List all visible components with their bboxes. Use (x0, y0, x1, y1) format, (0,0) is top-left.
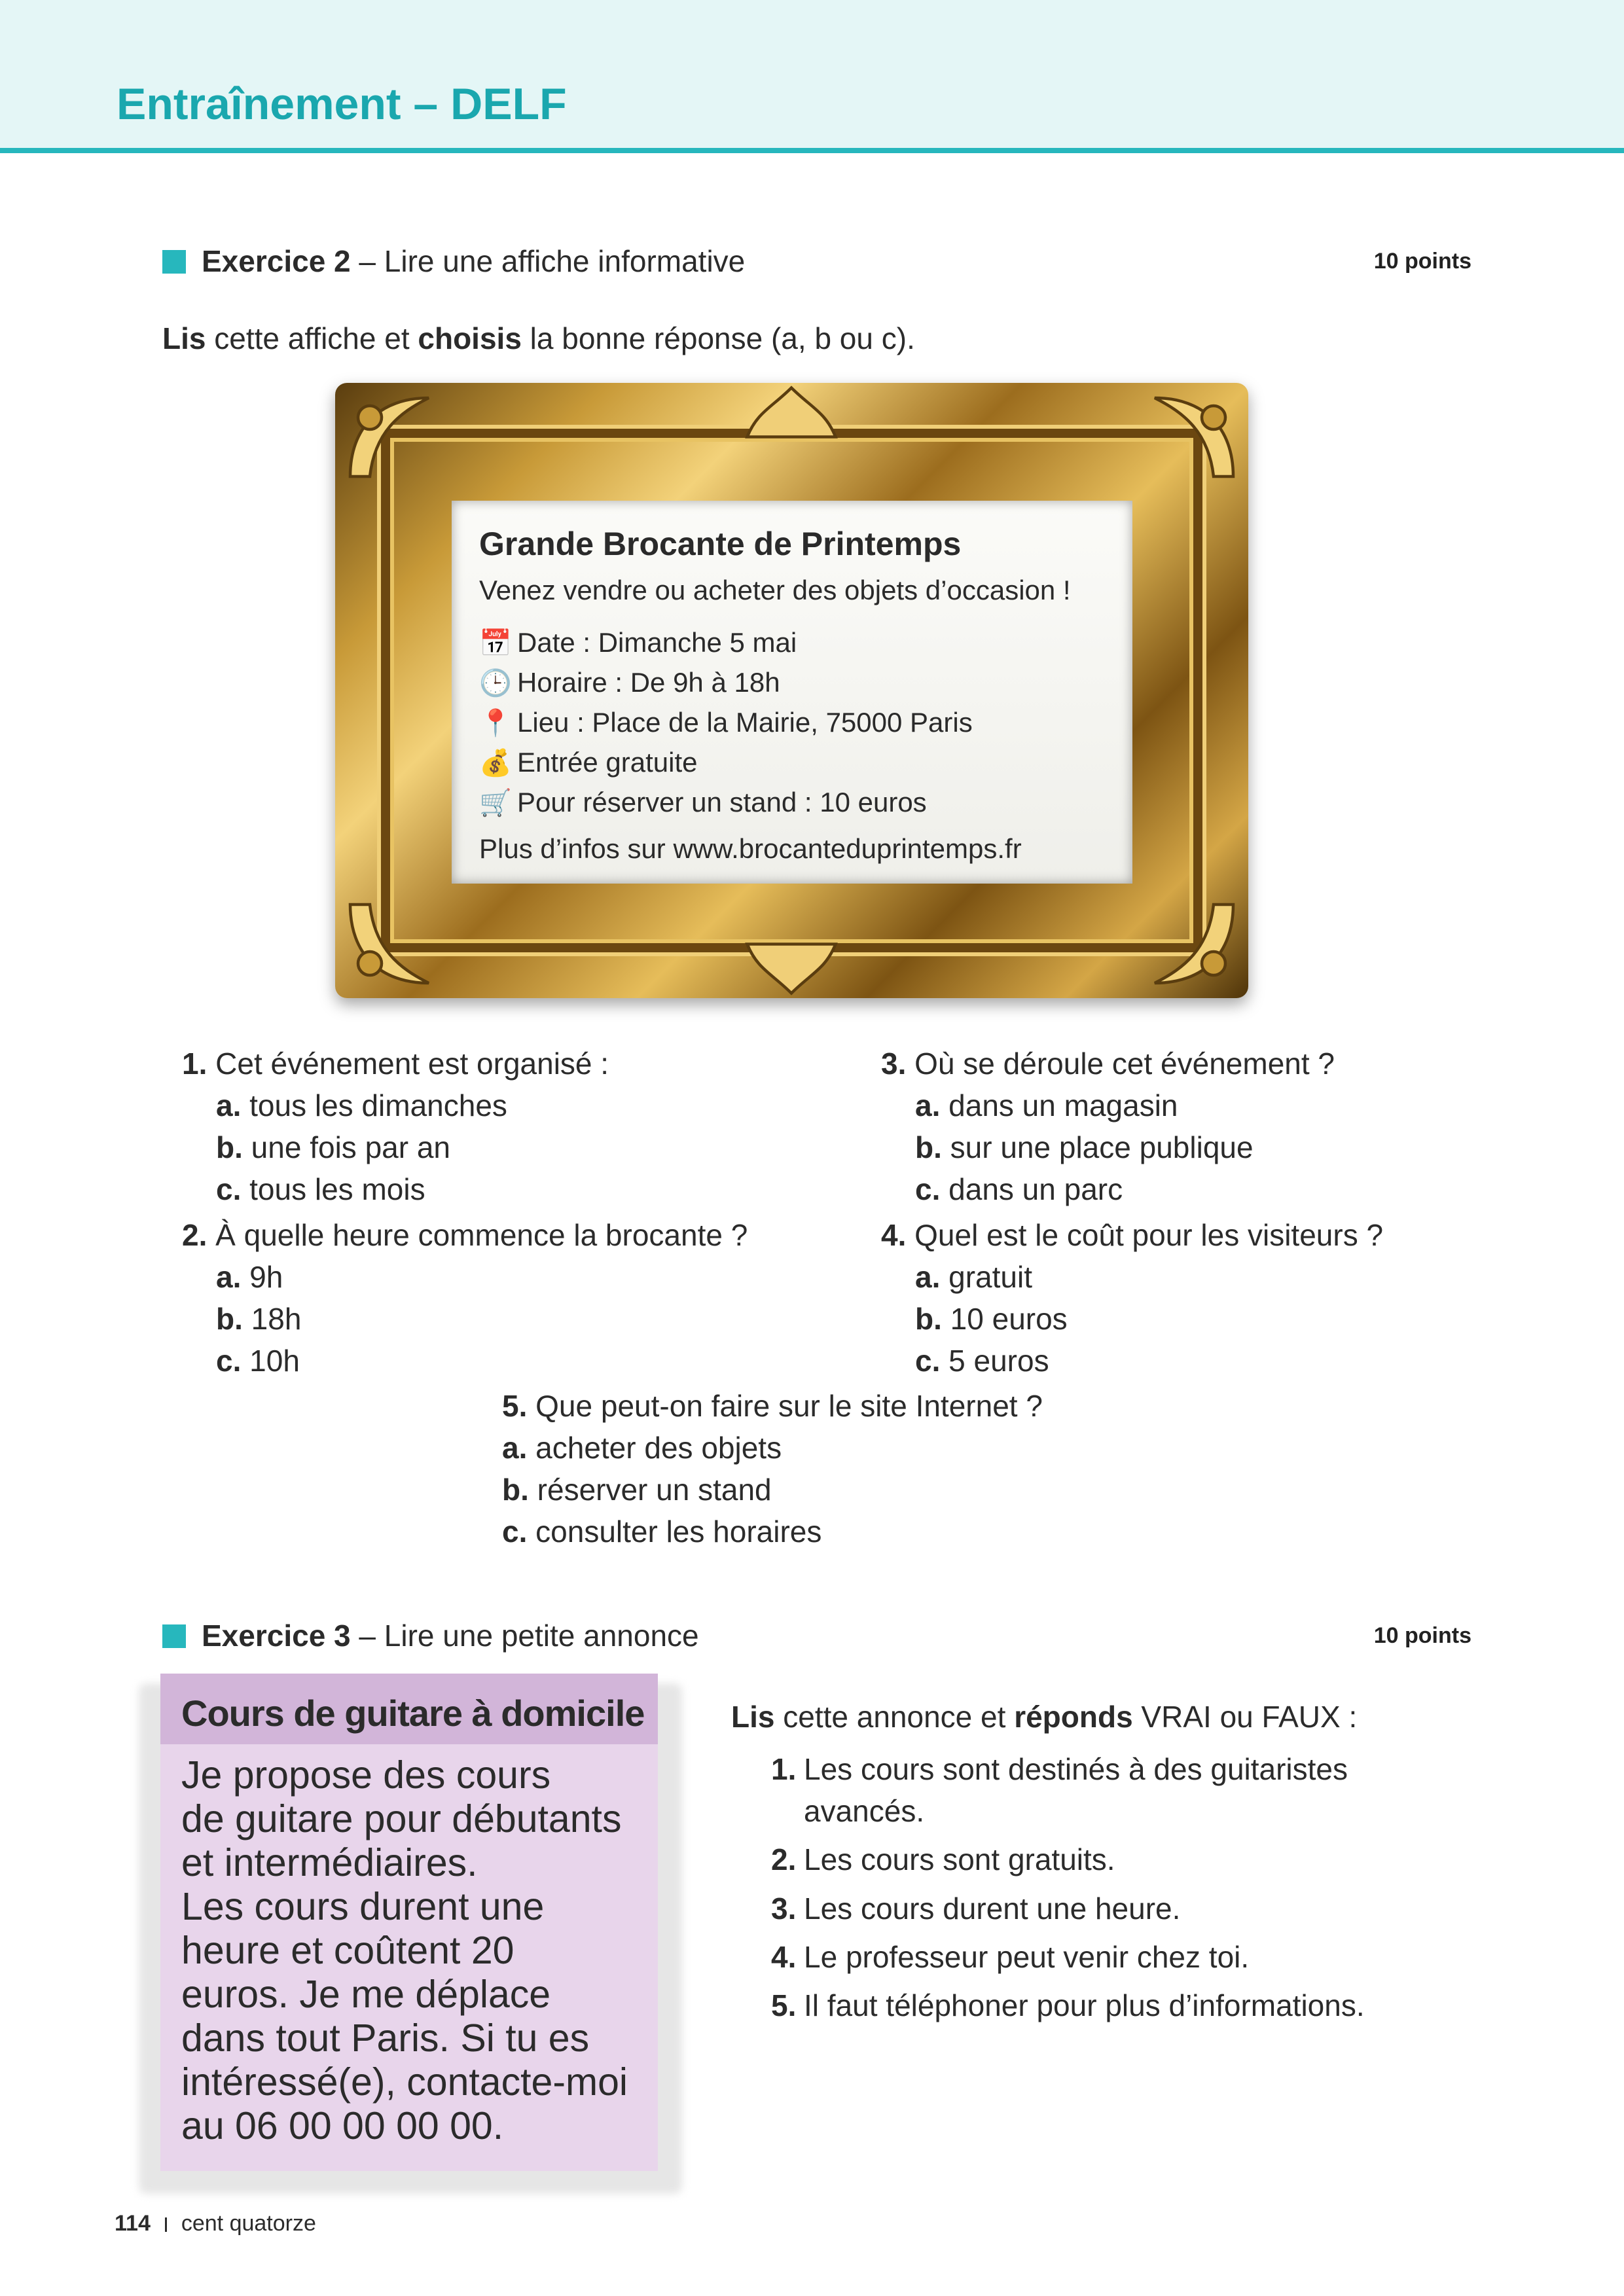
ad-title: Cours de guitare à domicile (181, 1693, 645, 1734)
ad-line: euros. Je me déplace (181, 1973, 551, 2016)
exercise-label: Exercice 3 (202, 1619, 351, 1653)
instruction-text: VRAI ou FAUX : (1132, 1700, 1358, 1734)
money-bag-icon: 💰 (479, 749, 512, 778)
option-text: 18h (251, 1302, 302, 1336)
statement-number: 5. (771, 1988, 797, 2022)
option-letter: c. (915, 1172, 941, 1206)
poster-line (479, 703, 1121, 743)
question-text: Cet événement est organisé : (215, 1047, 609, 1081)
ad-header (160, 1674, 658, 1744)
answer-option[interactable] (502, 1469, 1043, 1511)
question-stem (881, 1043, 1335, 1085)
ad-line: heure et coûtent 20 (181, 1929, 514, 1972)
frame-ornament-icon (340, 895, 439, 993)
option-letter: c. (915, 1344, 941, 1378)
frame-ornament-icon (1145, 388, 1243, 486)
poster-title: Grande Brocante de Printemps (479, 526, 962, 562)
instruction-text: cette annonce et (774, 1700, 1015, 1734)
clock-icon: 🕒 (479, 669, 512, 698)
instruction-verb: choisis (418, 321, 522, 355)
answer-option[interactable] (881, 1126, 1335, 1168)
option-text: tous les mois (249, 1172, 425, 1206)
statement-number: 2. (771, 1842, 797, 1876)
ad-line: de guitare pour débutants (181, 1797, 622, 1840)
question-stem (182, 1043, 609, 1085)
poster-footer: Plus d’infos sur www.brocanteduprintemps.fr (479, 833, 1022, 864)
question-stem (182, 1214, 748, 1256)
option-text: consulter les horaires (535, 1515, 822, 1549)
option-letter: b. (216, 1302, 243, 1336)
bullet-square-icon (162, 1624, 186, 1648)
statement-text: Il faut téléphoner pour plus d’informations. (804, 1988, 1365, 2022)
question-stem (502, 1385, 1043, 1427)
statement-text: Les cours durent une heure. (804, 1892, 1181, 1926)
statement-text: Les cours sont destinés à des guitaristes (804, 1752, 1348, 1786)
option-text: dans un magasin (948, 1088, 1178, 1122)
poster-line-text: Lieu : Place de la Mairie, 75000 Paris (517, 707, 973, 738)
question-1 (182, 1043, 609, 1210)
page-title: Entraînement – DELF (117, 79, 567, 129)
exercise-3-instruction (731, 1699, 1357, 1734)
ad-line: et intermédiaires. (181, 1841, 478, 1884)
pin-icon: 📍 (479, 709, 512, 738)
exercise-label: Exercice 2 (202, 244, 351, 278)
answer-option[interactable] (881, 1085, 1335, 1126)
statement-item[interactable] (771, 1984, 1365, 2026)
poster-line-text: Horaire : De 9h à 18h (517, 667, 780, 698)
answer-option[interactable] (502, 1427, 1043, 1469)
option-letter: b. (915, 1130, 942, 1164)
frame-ornament-icon (742, 939, 840, 998)
frame-ornament-icon (742, 383, 840, 442)
poster-subtitle: Venez vendre ou acheter des objets d’occasion ! (479, 575, 1071, 605)
instruction-text: cette affiche et (206, 321, 418, 355)
poster-line (479, 783, 1121, 823)
question-number: 5. (502, 1389, 528, 1423)
exercise-2-instruction (162, 321, 915, 356)
option-letter: a. (216, 1088, 242, 1122)
exercise-2-heading (162, 243, 1471, 283)
option-text: 10 euros (950, 1302, 1068, 1336)
exercise-subtitle: – Lire une petite annonce (350, 1619, 699, 1653)
option-text: réserver un stand (537, 1473, 772, 1507)
question-5 (502, 1385, 1043, 1552)
ad-line: Les cours durent une (181, 1885, 545, 1928)
answer-option[interactable] (182, 1298, 748, 1340)
option-text: 10h (249, 1344, 300, 1378)
statement-text: Les cours sont gratuits. (804, 1842, 1115, 1876)
answer-option[interactable] (182, 1085, 609, 1126)
statement-item[interactable] (771, 1888, 1180, 1929)
statement-item[interactable] (771, 1936, 1249, 1978)
question-text: Quel est le coût pour les visiteurs ? (914, 1218, 1384, 1252)
question-2 (182, 1214, 748, 1382)
answer-option[interactable] (182, 1126, 609, 1168)
statement-number: 4. (771, 1940, 797, 1974)
poster-line (479, 743, 1121, 783)
answer-option[interactable] (182, 1340, 748, 1382)
option-text: sur une place publique (950, 1130, 1254, 1164)
exercise-points: 10 points (1373, 249, 1471, 274)
instruction-text: la bonne réponse (a, b ou c). (521, 321, 915, 355)
option-letter: a. (502, 1431, 528, 1465)
poster-content (479, 525, 1121, 869)
statement-item[interactable] (771, 1839, 1115, 1880)
option-text: une fois par an (251, 1130, 450, 1164)
option-letter: c. (502, 1515, 528, 1549)
statement-number: 3. (771, 1892, 797, 1926)
question-text: Que peut-on faire sur le site Internet ? (535, 1389, 1043, 1423)
statement-item[interactable] (771, 1748, 1348, 1832)
question-4 (881, 1214, 1383, 1382)
instruction-verb: Lis (731, 1700, 775, 1734)
exercise-subtitle: – Lire une affiche informative (350, 244, 746, 278)
option-letter: b. (502, 1473, 529, 1507)
poster-line-text: Date : Dimanche 5 mai (517, 627, 797, 658)
page-footer (115, 2211, 316, 2236)
ad-line: Je propose des cours (181, 1753, 551, 1797)
option-text: tous les dimanches (249, 1088, 507, 1122)
frame-ornament-icon (340, 388, 439, 486)
question-3 (881, 1043, 1335, 1210)
answer-option[interactable] (182, 1256, 748, 1298)
page-header (0, 0, 1624, 153)
answer-option[interactable] (502, 1511, 1043, 1552)
option-text: 5 euros (948, 1344, 1049, 1378)
statement-text: Le professeur peut venir chez toi. (804, 1940, 1250, 1974)
footer-separator (165, 2217, 167, 2232)
question-number: 3. (881, 1047, 907, 1081)
question-number: 2. (182, 1218, 208, 1252)
option-text: acheter des objets (535, 1431, 782, 1465)
instruction-verb: réponds (1014, 1700, 1133, 1734)
question-stem (881, 1214, 1383, 1256)
ad-line: au 06 00 00 00 00. (181, 2104, 504, 2147)
option-text: 9h (249, 1260, 283, 1294)
option-letter: a. (216, 1260, 242, 1294)
question-number: 4. (881, 1218, 907, 1252)
question-number: 1. (182, 1047, 208, 1081)
page-number: 114 (115, 2211, 151, 2236)
calendar-icon: 📅 (479, 629, 512, 658)
poster-line (479, 663, 1121, 703)
answer-option[interactable] (881, 1340, 1383, 1382)
option-letter: a. (915, 1088, 941, 1122)
statement-text-continued: avancés. (804, 1794, 925, 1828)
exercise-3-heading (162, 1618, 1471, 1657)
option-text: dans un parc (948, 1172, 1123, 1206)
frame-ornament-icon (1145, 895, 1243, 993)
option-letter: a. (915, 1260, 941, 1294)
ad-line: dans tout Paris. Si tu es (181, 2017, 590, 2060)
exercise-points: 10 points (1373, 1623, 1471, 1648)
poster-line-text: Entrée gratuite (517, 747, 698, 778)
answer-option[interactable] (881, 1168, 1335, 1210)
question-text: Où se déroule cet événement ? (914, 1047, 1335, 1081)
question-text: À quelle heure commence la brocante ? (215, 1218, 748, 1252)
option-text: gratuit (948, 1260, 1033, 1294)
classified-ad (160, 1674, 658, 2171)
ad-body (181, 1753, 646, 2148)
option-letter: b. (216, 1130, 243, 1164)
poster-line (479, 623, 1121, 663)
answer-option[interactable] (881, 1256, 1383, 1298)
poster-line-text: Pour réserver un stand : 10 euros (517, 787, 927, 817)
option-letter: c. (216, 1172, 242, 1206)
cart-icon: 🛒 (479, 789, 512, 817)
statement-number: 1. (771, 1752, 797, 1786)
bullet-square-icon (162, 250, 186, 274)
option-letter: b. (915, 1302, 942, 1336)
answer-option[interactable] (881, 1298, 1383, 1340)
instruction-verb: Lis (162, 321, 206, 355)
option-letter: c. (216, 1344, 242, 1378)
page-number-words: cent quatorze (181, 2211, 316, 2236)
answer-option[interactable] (182, 1168, 609, 1210)
ad-line: intéressé(e), contacte-moi (181, 2060, 628, 2104)
